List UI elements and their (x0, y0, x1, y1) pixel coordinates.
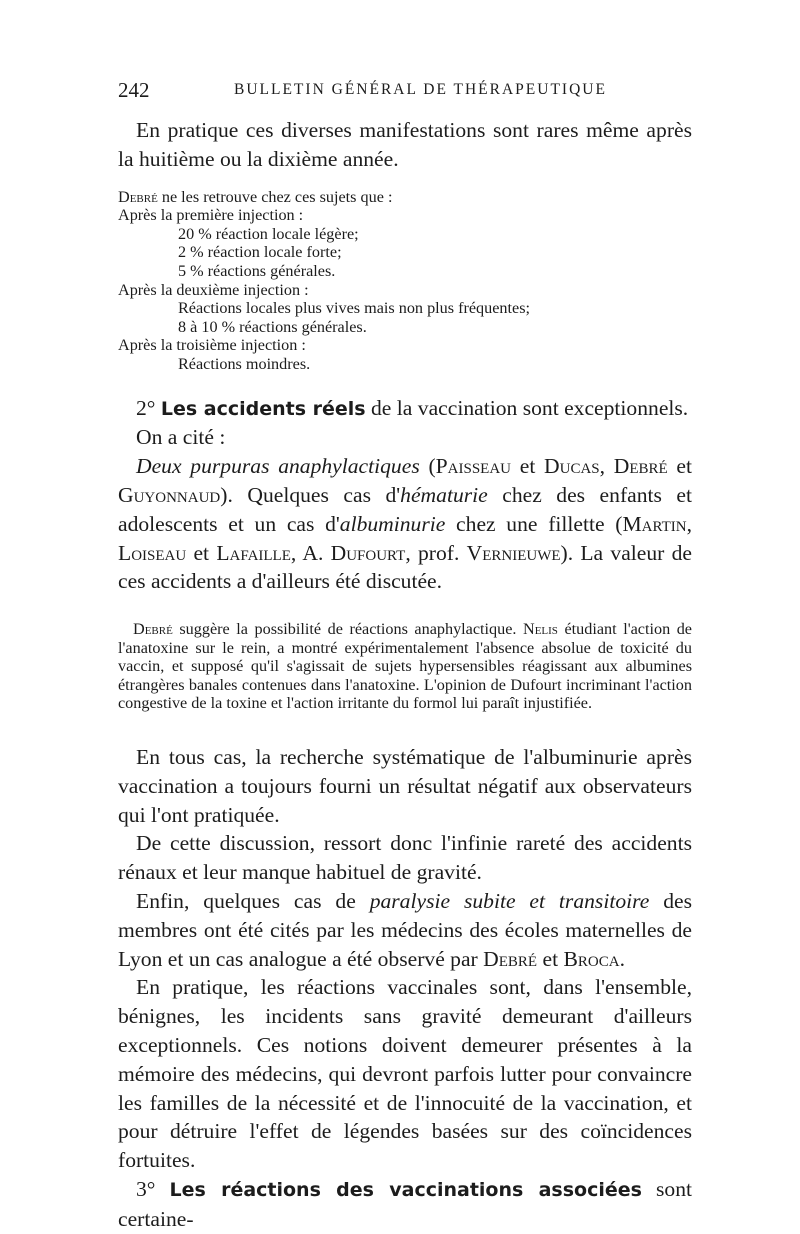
section-number: 2° (136, 395, 156, 420)
author-name: Guyonnaud (118, 482, 221, 507)
list-intro: Debré ne les retrouve chez ces sujets que : (118, 187, 393, 206)
section-3-heading: 3° Les réactions des vaccinations associées sont certaine- (118, 1177, 692, 1231)
paragraph-albuminurie: En tous cas, la recherche systématique de l'albuminurie après vaccination a toujours fourni un résultat négatif aux observateurs qui l'ont pratiquée. (118, 745, 692, 827)
reaction-statistics-list (118, 188, 692, 374)
author-name: Ducas (544, 454, 600, 479)
list-heading-first-injection: Après la première injection : (118, 206, 304, 225)
paragraph-accidents: Deux purpuras anaphylactiques (Paisseau et Ducas, Debré et Guyonnaud). Quelques cas d'hématurie chez des enfants et adolescents et un cas d'albuminurie chez une fillette (Martin, Loiseau et Lafaille, A. Dufourt, prof. Vernieuwe). La valeur de ces accidents a d'ailleurs été discutée. (118, 454, 693, 594)
list-item: Réactions locales plus vives mais non plus fréquentes; (178, 299, 531, 318)
author-name: Broca (563, 946, 620, 971)
author-name: Loiseau (118, 540, 187, 565)
page-number: 242 (118, 78, 150, 102)
small-print-commentary: Debré suggère la possibilité de réactions anaphylactique. Nelis étudiant l'action de l'anatoxine sur le rein, a montré expérimentalement l'absence absolue de toxicité du vaccin, et supposé qu'il s'agissait de sujets hypersensibles réagissant aux albumines étrangères banales contenues dans l'anatoxine. L'opinion de Dufourt incriminant l'action congestive de la toxine et l'action irritante du formol lui paraît injustifiée. (118, 620, 692, 713)
author-name: Martin (622, 511, 687, 536)
author-name: Lafaille (216, 540, 291, 565)
section-2-heading: 2° Les accidents réels de la vaccination sont exceptionnels. (136, 395, 689, 420)
on-a-cite: On a cité : (136, 425, 226, 450)
paragraph-discussion: De cette discussion, ressort donc l'infinie rareté des accidents rénaux et leur manque habituel de gravité. (118, 831, 692, 885)
list-item: 2 % réaction locale forte; (178, 243, 342, 262)
list-item: 8 à 10 % réactions générales. (178, 317, 367, 336)
page-body (118, 116, 692, 1234)
author-name: Dufourt (330, 540, 406, 565)
list-heading-third-injection: Après la troisième injection : (118, 336, 306, 355)
section-title: Les réactions des vaccinations associées (169, 1179, 642, 1202)
paragraph-pratique: En pratique, les réactions vaccinales sont, dans l'ensemble, bénignes, les incidents sans gravité demeurant d'ailleurs exceptionnels. Ces notions doivent demeurer présentes à la mémoire des médecins, qui devront parfois lutter pour convaincre les familles de la nécessité et de l'innocuité de la vaccination, et pour détruire l'effet de légendes basées sur des coïncidences fortuites. (118, 975, 692, 1173)
author-name: Debré (118, 187, 158, 206)
running-title: BULLETIN GÉNÉRAL DE THÉRAPEUTIQUE (234, 81, 607, 98)
author-name: Debré (133, 620, 173, 639)
author-name: Nelis (523, 620, 558, 639)
section-number: 3° (136, 1177, 156, 1202)
author-name: Debré (483, 946, 538, 971)
paragraph-paralysie: Enfin, quelques cas de paralysie subite et transitoire des membres ont été cités par les médecins des écoles maternelles de Lyon et un cas analogue a été observé par Debré et Broca. (118, 889, 692, 971)
list-item: Réactions moindres. (178, 354, 311, 373)
author-name: Paisseau (435, 454, 512, 479)
section-title: Les accidents réels (160, 397, 366, 420)
list-heading-second-injection: Après la deuxième injection : (118, 280, 309, 299)
list-item: 5 % réactions générales. (178, 261, 336, 280)
list-item: 20 % réaction locale légère; (178, 224, 359, 243)
author-name: Debré (613, 454, 668, 479)
author-name: Vernieuwe (466, 540, 561, 565)
paragraph-opening: En pratique ces diverses manifestations sont rares même après la huitième ou la dixième année. (118, 118, 692, 171)
